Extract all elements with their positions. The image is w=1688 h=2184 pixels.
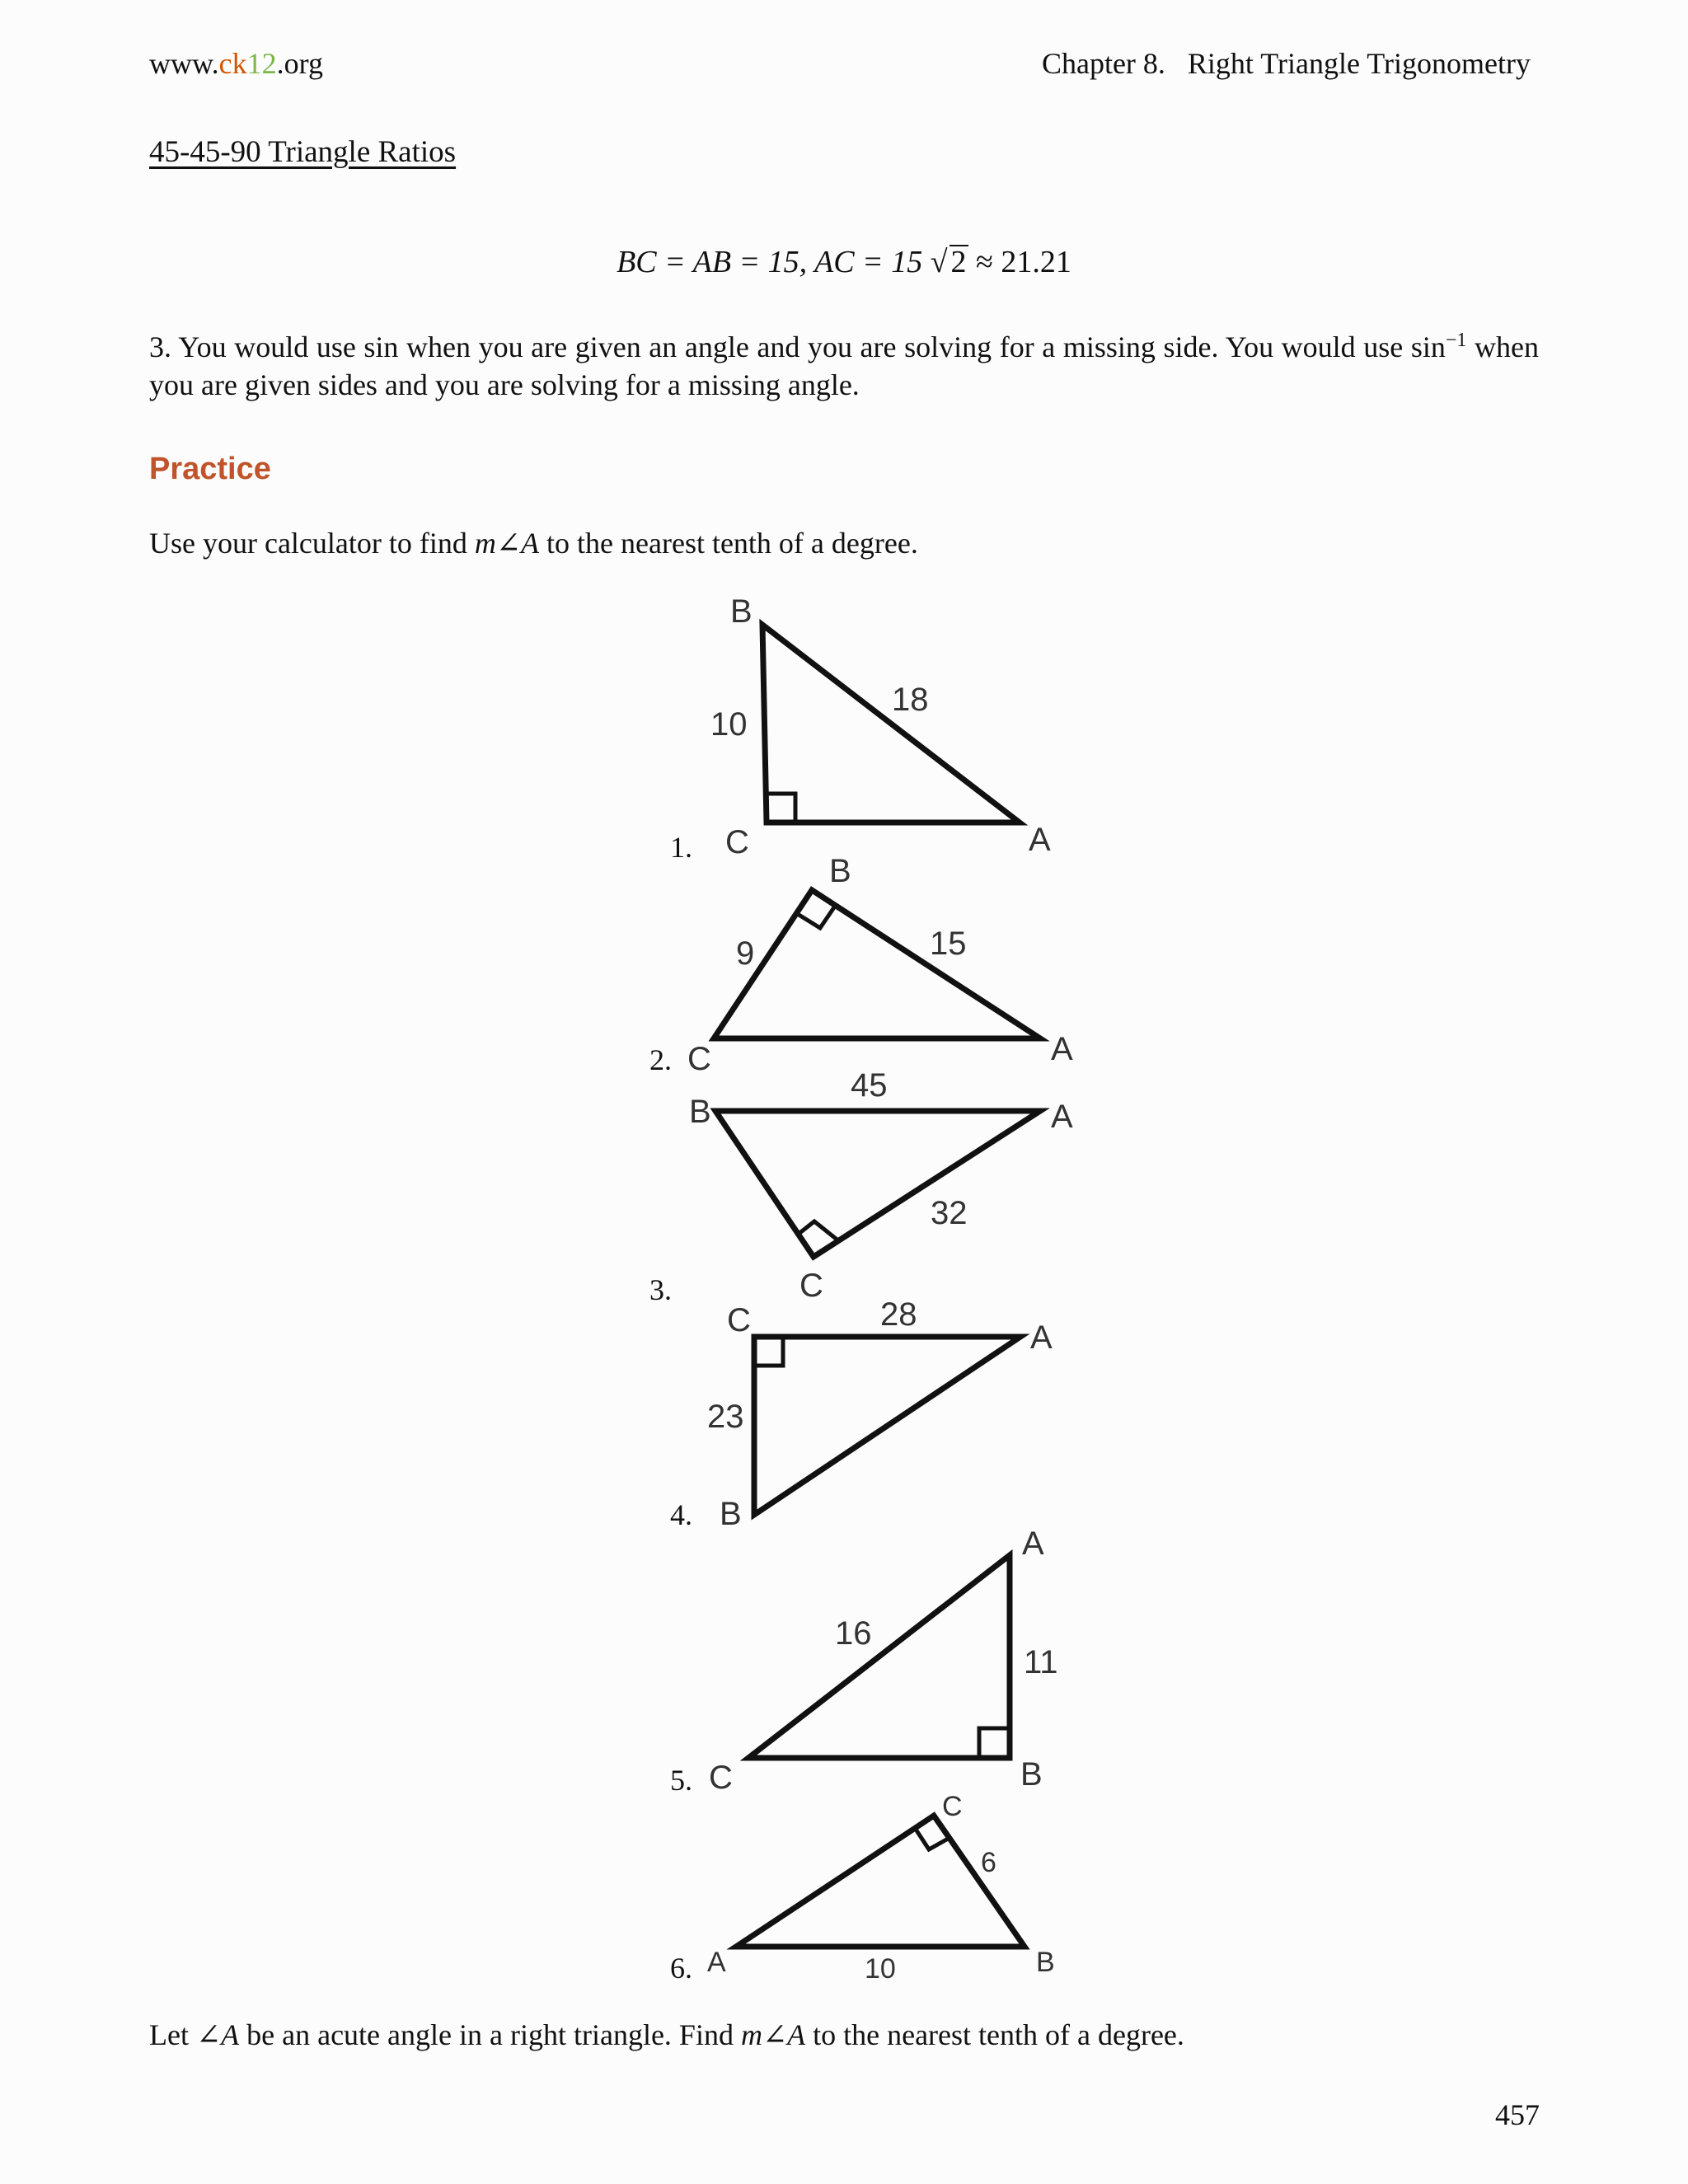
- url-ck: ck: [218, 47, 247, 80]
- vertex-label: B: [1020, 1756, 1043, 1793]
- side-label: 11: [1024, 1644, 1058, 1680]
- bottom-lead: Let: [149, 2018, 196, 2051]
- vertex-label: C: [727, 1302, 751, 1338]
- instruction-before: Use your calculator to find: [149, 527, 475, 560]
- answer-3-text-a: 3. You would use sin when you are given an angle and you are solving for a missing side. You would use sin: [149, 330, 1446, 363]
- triangle-5-right-angle: [979, 1728, 1010, 1758]
- url-12: 12: [246, 47, 277, 80]
- problem-number-1: 1.: [670, 831, 692, 864]
- side-label: 9: [736, 935, 755, 972]
- problem-number-5: 5.: [670, 1764, 692, 1797]
- side-label: 10: [710, 706, 748, 743]
- side-label: 23: [707, 1399, 744, 1435]
- chapter-title: Chapter 8. Right Triangle Trigonometry: [1041, 47, 1531, 80]
- sqrt-radicand: 2: [950, 245, 967, 279]
- vertex-label: A: [1051, 1099, 1073, 1135]
- vertex-label: C: [942, 1791, 963, 1822]
- answer-3-sup: −1: [1445, 330, 1467, 351]
- page-number: 457: [1495, 2098, 1540, 2131]
- sqrt-symbol: √: [930, 245, 948, 279]
- section-title: 45-45-90 Triangle Ratios: [149, 135, 457, 169]
- side-label: 15: [930, 926, 967, 962]
- vertex-label: A: [1051, 1031, 1073, 1067]
- vertex-label: B: [730, 593, 753, 630]
- triangle-2: [714, 890, 1040, 1038]
- vertex-label: A: [707, 1947, 726, 1978]
- triangle-4-right-angle: [754, 1337, 783, 1366]
- bottom-math: m∠A: [740, 2018, 806, 2051]
- vertex-label: B: [829, 853, 851, 889]
- side-label: 32: [931, 1195, 968, 1231]
- triangle-1-right-angle: [767, 794, 795, 823]
- vertex-label: C: [799, 1268, 823, 1304]
- triangle-3-right-angle: [799, 1221, 839, 1241]
- vertex-label: C: [725, 824, 749, 860]
- side-label: 18: [892, 682, 929, 718]
- side-label: 28: [880, 1296, 917, 1333]
- triangle-1: [762, 625, 1020, 823]
- equation-right: ≈ 21.21: [976, 245, 1071, 279]
- answer-3-text-b: when you are given sides and you are solving for a missing angle.: [149, 330, 1539, 401]
- bottom-middle: be an acute angle in a right triangle. Find: [239, 2018, 741, 2051]
- vertex-label: B: [1036, 1947, 1055, 1978]
- bottom-after: to the nearest tenth of a degree.: [805, 2018, 1184, 2051]
- vertex-label: A: [1029, 822, 1051, 858]
- problem-number-3: 3.: [649, 1273, 672, 1306]
- equation-left: BC = AB = 15, AC = 15: [617, 245, 923, 279]
- triangle-3: [715, 1111, 1040, 1257]
- vertex-label: A: [1030, 1319, 1053, 1356]
- vertex-label: B: [689, 1094, 711, 1130]
- triangle-6: [736, 1816, 1025, 1947]
- instruction-after: to the nearest tenth of a degree.: [539, 527, 918, 560]
- vertex-label: C: [709, 1760, 733, 1796]
- problem-number-6: 6.: [670, 1952, 692, 1985]
- vertex-label: C: [687, 1041, 711, 1077]
- url-suffix: .org: [276, 47, 323, 80]
- side-label: 10: [865, 1953, 896, 1985]
- triangle-5: [748, 1555, 1010, 1758]
- side-label: 6: [981, 1847, 996, 1878]
- bottom-angle: ∠A: [195, 2018, 240, 2051]
- triangle-4: [754, 1337, 1020, 1515]
- bottom-instruction: [149, 2018, 1184, 2052]
- practice-heading: Practice: [149, 452, 271, 486]
- vertex-label: B: [720, 1496, 742, 1532]
- side-label: 16: [835, 1615, 872, 1652]
- url-prefix: www.: [149, 47, 219, 80]
- instruction-math: m∠A: [474, 527, 540, 560]
- problem-number-4: 4.: [670, 1498, 692, 1531]
- vertex-label: A: [1022, 1526, 1044, 1562]
- problem-number-2: 2.: [649, 1043, 672, 1076]
- side-label: 45: [851, 1067, 888, 1104]
